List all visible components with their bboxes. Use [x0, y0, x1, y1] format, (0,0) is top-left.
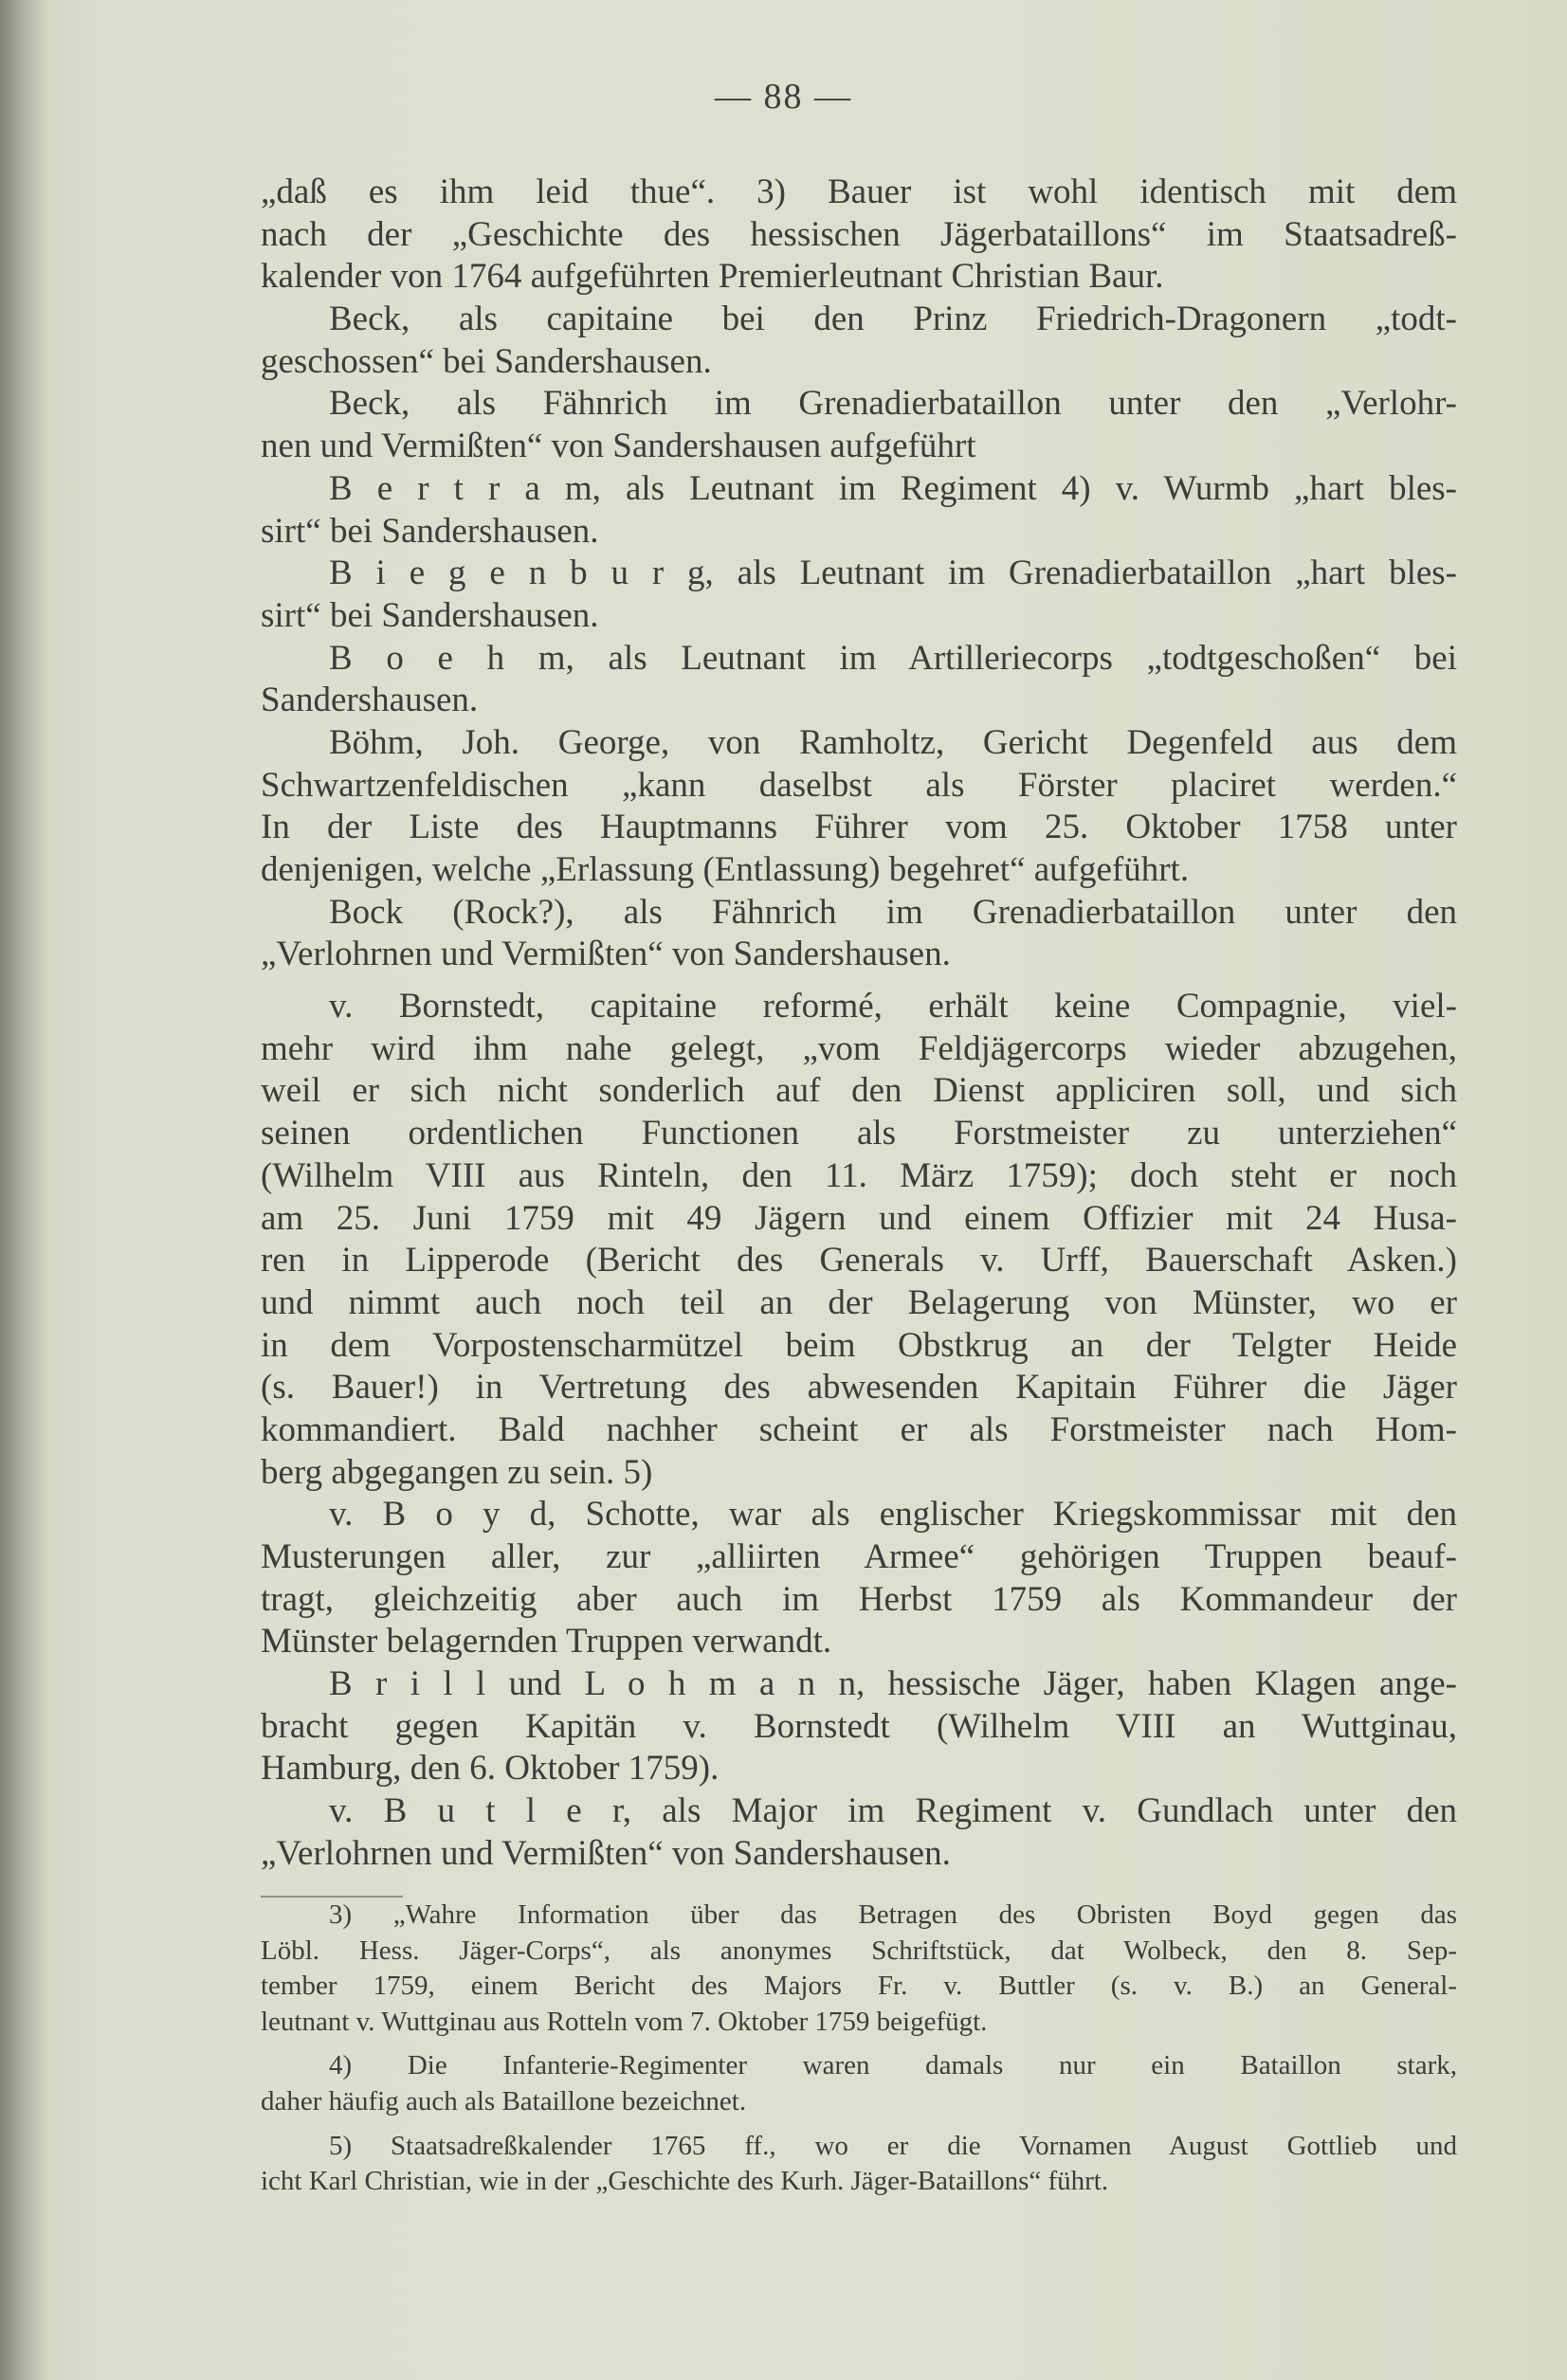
text-line: nach der „Geschichte des hessischen Jägerbataillons“ im Staatsadreß- [261, 214, 1457, 254]
text-line: geschossen“ bei Sandershausen. [261, 341, 712, 381]
text-line: „Verlohrnen und Vermißten“ von Sandershausen. [261, 1833, 951, 1873]
body-text [261, 172, 1457, 1876]
text-line: mehr wird ihm nahe gelegt, „vom Feldjägercorps wieder abzugehen, [261, 1028, 1457, 1068]
text-line: seinen ordentlichen Functionen als Forstmeister zu unterziehen“ [261, 1114, 1457, 1154]
footnotes [261, 1898, 1457, 2200]
text-line: sirt“ bei Sandershausen. [261, 595, 599, 635]
text-line: in dem Vorpostenscharmützel beim Obstkrug an der Telgter Heide [261, 1325, 1457, 1365]
paragraph [261, 638, 1457, 722]
text-line: Schwartzenfeldischen „kann daselbst als Förster placiret werden.“ [261, 765, 1457, 805]
paragraph [261, 1663, 1457, 1790]
text-line: Musterungen aller, zur „alliirten Armee“ gehörigen Truppen beauf- [261, 1537, 1457, 1576]
paragraph [261, 722, 1457, 892]
paragraph [261, 383, 1457, 467]
text-line: v. B o y d, Schotte, war als englischer Kriegskommissar mit den [329, 1495, 1457, 1535]
footnote-line: leutnant v. Wuttginau aus Rotteln vom 7. Oktober 1759 beigefügt. [261, 2006, 988, 2037]
text-line: Bock (Rock?), als Fähnrich im Grenadierbataillon unter den [329, 892, 1457, 932]
text-line: (s. Bauer!) in Vertretung des abwesenden Kapitain Führer die Jäger [261, 1368, 1457, 1408]
paragraph [261, 172, 1457, 299]
text-line: (Wilhelm VIII aus Rinteln, den 11. März 1759); doch steht er noch [261, 1155, 1457, 1195]
text-line: „Verlohrnen und Vermißten“ von Sandershausen. [261, 935, 951, 974]
footnote-line: tember 1759, einem Bericht des Majors Fr. v. Buttler (s. v. B.) an General- [261, 1971, 1457, 2002]
text-line: nen und Vermißten“ von Sandershausen aufgeführt [261, 427, 976, 466]
text-line: B o e h m, als Leutnant im Artilleriecorps „todtgeschoßen“ bei [329, 638, 1457, 678]
text-line: denjenigen, welche „Erlassung (Entlassung) begehret“ aufgeführt. [261, 850, 1190, 889]
text-line: kalender von 1764 aufgeführten Premierleutnant Christian Baur. [261, 257, 1164, 297]
text-line: kommandiert. Bald nachher scheint er als Forstmeister nach Hom- [261, 1409, 1457, 1449]
paragraph [261, 299, 1457, 383]
text-line: bracht gegen Kapitän v. Bornstedt (Wilhelm VIII an Wuttginau, [261, 1706, 1457, 1746]
text-line: weil er sich nicht sonderlich auf den Dienst appliciren soll, und sich [261, 1071, 1457, 1111]
text-line: und nimmt auch noch teil an der Belagerung von Münster, wo er [261, 1282, 1457, 1322]
text-line: B e r t r a m, als Leutnant im Regiment 4) v. Wurmb „hart bles- [329, 468, 1457, 508]
text-line: tragt, gleichzeitig aber auch im Herbst 1759 als Kommandeur der [261, 1579, 1457, 1619]
text-line: „daß es ihm leid thue“. 3) Bauer ist wohl identisch mit dem [261, 173, 1457, 211]
text-line: am 25. Juni 1759 mit 49 Jägern und einem Offizier mit 24 Husa- [261, 1198, 1457, 1238]
footnote-line: 3) „Wahre Information über das Betragen des Obristen Boyd gegen das [329, 1899, 1457, 1930]
text-line: Böhm, Joh. George, von Ramholtz, Gericht Degenfeld aus dem [329, 722, 1457, 762]
footnote-line: daher häufig auch als Bataillone bezeichnet. [261, 2085, 747, 2117]
page-number: — 88 — [715, 77, 852, 117]
paragraph [261, 468, 1457, 553]
text-line: B i e g e n b u r g, als Leutnant im Grenadierbataillon „hart bles- [329, 554, 1457, 593]
paragraph [261, 1790, 1457, 1875]
text-line: v. Bornstedt, capitaine reformé, erhält keine Compagnie, viel- [329, 987, 1457, 1026]
footnote [261, 2048, 1457, 2119]
text-line: Beck, als capitaine bei den Prinz Friedrich-Dragonern „todt- [329, 300, 1457, 339]
footnote-line: 4) Die Infanterie-Regimenter waren damals nur ein Bataillon stark, [329, 2050, 1457, 2081]
text-line: In der Liste des Hauptmanns Führer vom 25. Oktober 1758 unter [261, 808, 1457, 847]
text-line: Münster belagernden Truppen verwandt. [261, 1622, 832, 1662]
text-line: ren in Lipperode (Bericht des Generals v. Urff, Bauerschaft Asken.) [261, 1241, 1457, 1281]
text-line: v. B u t l e r, als Major im Regiment v. Gundlach unter den [329, 1791, 1457, 1831]
paragraph [261, 986, 1457, 1494]
text-line: Hamburg, den 6. Oktober 1759). [261, 1749, 720, 1789]
footnote-line: icht Karl Christian, wie in der „Geschichte des Kurh. Jäger-Bataillons“ führt. [261, 2166, 1109, 2197]
footnote [261, 2129, 1457, 2200]
paragraph [261, 892, 1457, 976]
footnote [261, 1898, 1457, 2040]
book-binding-shadow [0, 0, 47, 2380]
paragraph [261, 553, 1457, 637]
text-line: berg abgegangen zu sein. 5) [261, 1452, 653, 1492]
text-line: B r i l l und L o h m a n n, hessische Jäger, haben Klagen ange- [329, 1664, 1457, 1704]
text-line: Beck, als Fähnrich im Grenadierbataillon unter den „Verlohr- [329, 384, 1457, 424]
text-line: sirt“ bei Sandershausen. [261, 511, 599, 551]
footnote-line: Löbl. Hess. Jäger-Corps“, als anonymes Schriftstück, dat Wolbeck, den 8. Sep- [261, 1935, 1457, 1966]
footnote-line: 5) Staatsadreßkalender 1765 ff., wo er die Vornamen August Gottlieb und [329, 2130, 1457, 2161]
paragraph [261, 1494, 1457, 1663]
text-line: Sandershausen. [261, 681, 479, 720]
